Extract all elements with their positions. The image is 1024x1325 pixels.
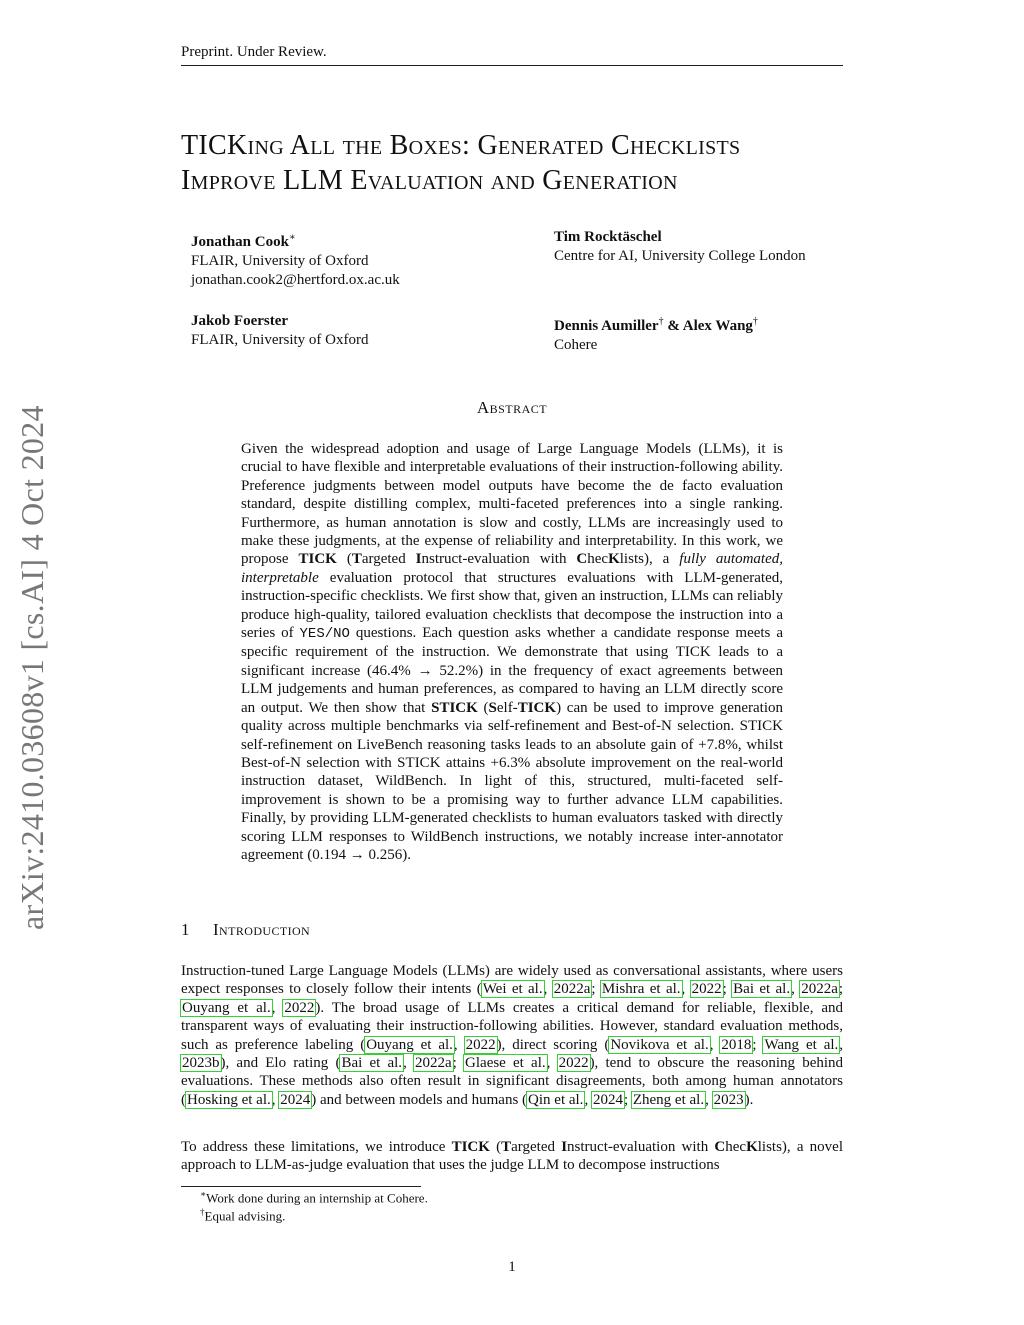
intro-text: , (543, 981, 553, 998)
section-title: Introduction (213, 920, 311, 939)
citation-link[interactable]: 2022a (415, 1055, 452, 1072)
author-mark: † (658, 316, 664, 327)
citation-link[interactable]: Hosking et al. (187, 1091, 271, 1108)
intro-paragraph-1 (181, 962, 843, 1109)
abstract-part: TICK (517, 699, 557, 716)
abstract-part: elf- (496, 699, 518, 716)
citation-link[interactable]: Mishra et al. (601, 981, 681, 998)
author-name: Tim Rocktäschel (554, 229, 662, 245)
title-line-1: TICKing All the Boxes: Generated Checklists (181, 130, 741, 161)
abstract-part: STICK (431, 699, 478, 716)
author-block-1 (191, 228, 400, 290)
title-line-2: Improve LLM Evaluation and Generation (181, 165, 678, 196)
running-header: Preprint. Under Review. (181, 44, 327, 60)
intro-part: TICK (451, 1139, 490, 1155)
citation-link[interactable]: 2018 (721, 1036, 752, 1053)
intro-text: ; (838, 981, 844, 998)
intro-part: I (561, 1139, 568, 1155)
abstract-part: Given the widespread adoption and usage of Large Language Models (LLMs), it is crucial to have flexible and interpretable evaluations of their instruction-following ability. Preference judgments between model outputs have become the de facto evaluation standard, despite distilling complex, multi-faceted preferences into a single ranking. Furthermore, as human annotation is slow and costly, LLMs are increasingly used to make these judgments, at the expense of reliability and interpretability. In this work, we propose (241, 441, 783, 568)
intro-text: ; (722, 981, 733, 998)
abstract-part: S (488, 699, 497, 716)
citation-link[interactable]: 2023b (182, 1055, 220, 1072)
citation-link[interactable]: Novikova et al. (610, 1036, 709, 1053)
footnote-text: Work done during an internship at Cohere. (206, 1190, 428, 1206)
intro-part: hec (725, 1139, 747, 1155)
intro-text: , (681, 981, 691, 998)
footnote-2 (200, 1207, 285, 1224)
author-name: Jakob Foerster (191, 313, 289, 329)
citation-link[interactable]: Wang et al. (764, 1036, 839, 1053)
intro-part: To address these limitations, we introduce (181, 1139, 452, 1155)
citation-link[interactable]: 2024 (592, 1091, 623, 1108)
author-block-3 (191, 312, 368, 350)
abstract-part: nstruct-evaluation with (421, 551, 577, 568)
citation-link[interactable]: Bai et al. (341, 1055, 403, 1072)
intro-text: , (709, 1036, 721, 1053)
footnote-1 (200, 1189, 428, 1206)
author-block-2 (554, 228, 806, 266)
citation-link[interactable]: Ouyang et al. (366, 1036, 453, 1053)
section-number: 1 (181, 920, 190, 939)
intro-text: , (584, 1091, 592, 1108)
footnote-rule (181, 1186, 421, 1187)
intro-text: Instruction-tuned Large Language Models (LLMs) are widely used as conversational assistants, where users expect responses to closely follow their intents ( (181, 963, 843, 998)
author-name: Dennis Aumiller (554, 318, 659, 334)
intro-text: ), tend to obscure the reasoning behind evaluations. These methods also often result in significant disagreements, both among human annotators ( (181, 1055, 844, 1108)
intro-part: T (501, 1139, 512, 1155)
abstract-part: fully automated, interpretable (241, 551, 784, 586)
abstract-part: YES/NO (299, 626, 350, 643)
abstract-part: I (415, 551, 422, 568)
author-mark: ∗ (288, 232, 296, 243)
abstract-part: evaluation protocol that structures evaluations with LLM-generated, instruction-specific checklists. We first show that, given an instruction, LLMs can reliably produce high-quality, tailored evaluation checklists that decompose the instruction into a series of (241, 569, 783, 642)
intro-text: ), direct scoring ( (496, 1036, 610, 1053)
citation-link[interactable]: 2022 (284, 999, 315, 1016)
citation-link[interactable]: 2023 (713, 1091, 744, 1108)
intro-part: argeted (511, 1139, 562, 1155)
citation-link[interactable]: 2022 (558, 1055, 589, 1072)
abstract-part: lists), a (619, 551, 680, 568)
author-email: jonathan.cook2@hertford.ox.ac.uk (191, 272, 400, 288)
citation-link[interactable]: 2024 (280, 1091, 311, 1108)
author-joiner: & (663, 318, 683, 334)
intro-text: , (791, 981, 801, 998)
author-affiliation: FLAIR, University of Oxford (191, 253, 369, 269)
intro-text: , (403, 1055, 414, 1072)
abstract-part: ( (346, 551, 352, 568)
abstract-part: hec (587, 551, 609, 568)
citation-link[interactable]: Glaese et al. (465, 1055, 546, 1072)
intro-paragraph-2 (181, 1138, 843, 1175)
intro-text: ; (452, 1055, 465, 1072)
intro-text: ; (591, 981, 601, 998)
author-affiliation: FLAIR, University of Oxford (191, 332, 369, 348)
arxiv-watermark: arXiv:2410.03608v1 [cs.AI] 4 Oct 2024 (14, 405, 50, 930)
abstract-part: ( (477, 699, 489, 716)
citation-link[interactable]: Qin et al. (528, 1091, 584, 1108)
abstract-part: argeted (361, 551, 416, 568)
abstract-part: T (351, 551, 362, 568)
intro-text: ; (752, 1036, 764, 1053)
intro-text: ). (744, 1091, 754, 1108)
intro-text: , (271, 1091, 280, 1108)
intro-text: , (271, 999, 284, 1016)
intro-part: lists), a novel approach to LLM-as-judge evaluation that uses the judge LLM to decompose instructions (181, 1139, 844, 1174)
citation-link[interactable]: Ouyang et al. (182, 999, 271, 1016)
citation-link[interactable]: 2022 (691, 981, 722, 998)
intro-text: , (453, 1036, 465, 1053)
intro-text: ). The broad usage of LLMs creates a critical demand for reliable, flexible, and transparent ways of evaluating their instruction-following abilities. However, standard evaluation methods, such as preference labeling ( (181, 999, 844, 1053)
citation-link[interactable]: Wei et al. (482, 981, 543, 998)
intro-part: nstruct-evaluation with (567, 1139, 715, 1155)
page-number: 1 (508, 1259, 516, 1275)
intro-part: ( (489, 1139, 502, 1155)
citation-link[interactable]: 2022a (553, 981, 591, 998)
header-rule (181, 65, 843, 66)
author-mark: † (752, 316, 758, 327)
intro-text: ) and between models and humans ( (311, 1091, 528, 1108)
author-affiliation: Centre for AI, University College London (554, 248, 806, 264)
intro-text: , (705, 1091, 713, 1108)
citation-link[interactable]: 2022a (801, 981, 838, 998)
footnote-text: Equal advising. (204, 1208, 286, 1224)
author-block-4 (554, 312, 758, 355)
intro-part: K (746, 1139, 758, 1155)
intro-text: , (839, 1036, 844, 1053)
abstract-part: K (608, 551, 620, 568)
intro-text: , (546, 1055, 558, 1072)
citation-link[interactable]: 2022 (465, 1036, 496, 1053)
abstract-text (241, 440, 783, 864)
footnote-mark: † (200, 1207, 205, 1217)
author-affiliation: Cohere (554, 337, 598, 353)
abstract-part: C (576, 551, 588, 568)
author-name: Jonathan Cook (191, 234, 289, 250)
citation-link[interactable]: Zheng et al. (632, 1091, 705, 1108)
citation-link[interactable]: Bai et al. (733, 981, 791, 998)
abstract-heading: Abstract (476, 398, 548, 417)
section-heading (181, 920, 310, 940)
paper-title (181, 128, 861, 198)
intro-text: ), and Elo rating ( (220, 1055, 341, 1072)
abstract-part: ) can be used to improve generation quality across multiple benchmarks via self-refinement and Best-of-N selection. STICK self-refinement on LiveBench reasoning tasks leads to an absolute gain of +7.8%, whilst Best-of-N selection with STICK attains +6.3% absolute improvement on the real-world instruction dataset, WildBench. In light of this, structured, multi-faceted self-improvement is shown to be a promising way to further advance LLM capabilities. Finally, by providing LLM-generated checklists to human evaluators tasked with directly scoring LLM responses to WildBench instructions, we notably increase inter-annotator agreement (0.194 → 0.256). (241, 699, 784, 863)
footnote-mark: ∗ (200, 1189, 207, 1199)
intro-part: C (714, 1139, 726, 1155)
abstract-part: questions. Each question asks whether a candidate response meets a specific requirement of the instruction. We demonstrate that using TICK leads to a significant increase (46.4% → 52.2%) in the frequency of exact agreements between LLM judgements and human preferences, as compared to having an LLM directly score an output. We then show that (241, 625, 783, 716)
abstract-part: TICK (298, 551, 337, 568)
author-name: Alex Wang (682, 318, 753, 334)
intro-text: ; (623, 1091, 632, 1108)
